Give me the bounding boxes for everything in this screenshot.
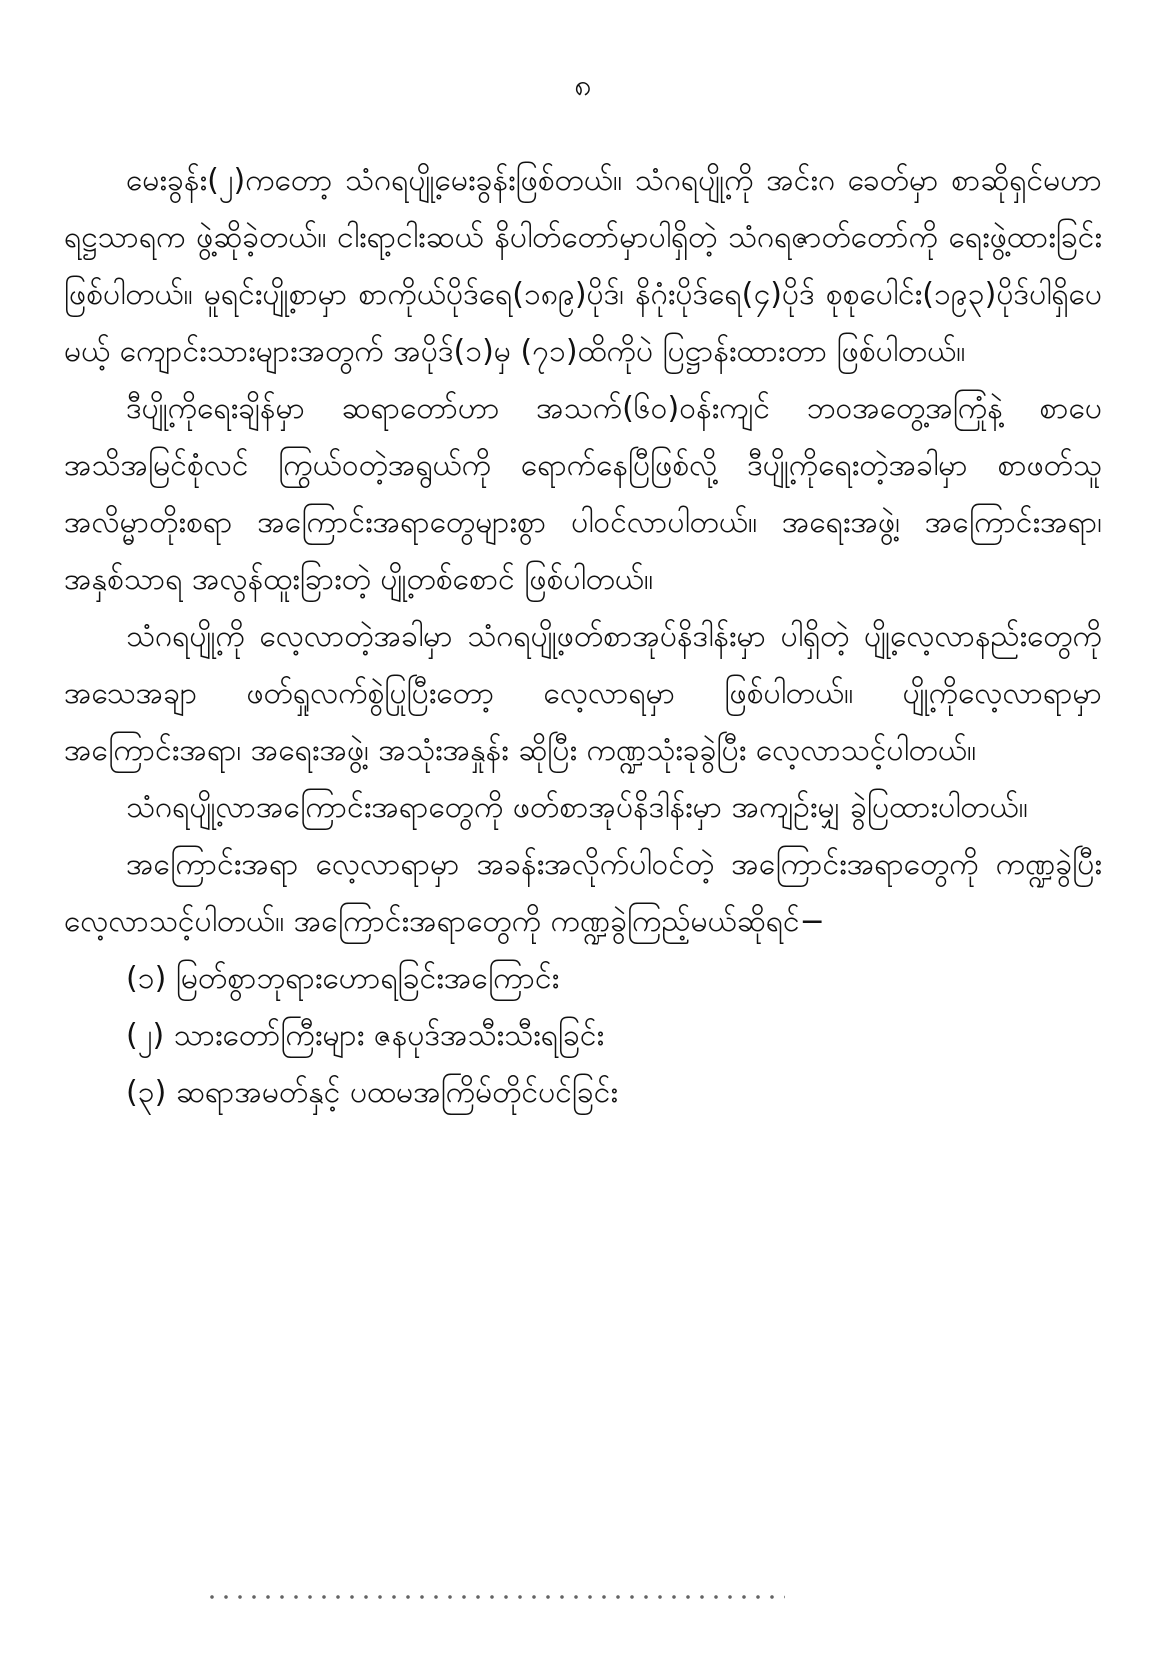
paragraph-5: အကြောင်းအရာ လေ့လာရာမှာ အခန်းအလိုက်ပါဝင်တဲ့ အကြောင်းအရာတွေကို ကဏ္ဍခွဲပြီး လေ့လာသင့်ပါတယ်။ အကြောင်းအရာတွေကို ကဏ္ဍခွဲကြည့်မယ်ဆိုရင်− — [64, 847, 1102, 939]
paragraph-4: သံဂရပျို့လာအကြောင်းအရာတွေကို ဖတ်စာအုပ်နိဒါန်းမှာ အကျဉ်းမျှ ခွဲပြထားပါတယ်။ — [126, 790, 1028, 825]
cropped-text-line — [205, 1592, 785, 1602]
list-item: (၂) သားတော်ကြီးများ ဇနပုဒ်အသီးသီးရခြင်း — [126, 1018, 605, 1053]
page-number: ၈ — [574, 68, 592, 103]
list-item: (၃) ဆရာအမတ်နှင့် ပထမအကြိမ်တိုင်ပင်ခြင်း — [126, 1075, 619, 1110]
paragraph-3: သံဂရပျို့ကို လေ့လာတဲ့အခါမှာ သံဂရပျို့ဖတ်စာအုပ်နိဒါန်းမှာ ပါရှိတဲ့ ပျို့လေ့လာနည်းတွေကို အသေအချာ ဖတ်ရှုလက်စွဲပြုပြီးတော့ လေ့လာရမှာ ဖြစ်ပါတယ်။ ပျို့ကိုလေ့လာရာမှာ အကြောင်းအရာ၊ အရေးအဖွဲ့၊ အသုံးအနှုန်း ဆိုပြီး ကဏ္ဍသုံးခုခွဲပြီး လေ့လာသင့်ပါတယ်။ — [64, 619, 1102, 768]
body-text — [64, 152, 1102, 1121]
content-list — [64, 950, 1102, 1121]
list-item: (၁) မြတ်စွာဘုရားဟောရခြင်းအကြောင်း — [126, 961, 560, 996]
paragraph-2: ဒီပျို့ကိုရေးချိန်မှာ ဆရာတော်ဟာ အသက်(၆၀)ဝန်းကျင် ဘဝအတွေ့အကြုံနဲ့ စာပေအသိအမြင်စုံလင် ကြွယ်ဝတဲ့အရွယ်ကို ရောက်နေပြီဖြစ်လို့ ဒီပျို့ကိုရေးတဲ့အခါမှာ စာဖတ်သူအလိမ္မာတိုးစရာ အကြောင်းအရာတွေများစွာ ပါဝင်လာပါတယ်။ အရေးအဖွဲ့၊ အကြောင်းအရာ၊ အနှစ်သာရ အလွန်ထူးခြားတဲ့ ပျို့တစ်စောင် ဖြစ်ပါတယ်။ — [64, 391, 1102, 597]
paragraph-1: မေးခွန်း(၂)ကတော့ သံဂရပျို့မေးခွန်းဖြစ်တယ်။ သံဂရပျို့ကို အင်းဂ ခေတ်မှာ စာဆိုရှင်မဟာရဋ္ဌသာရက ဖွဲ့ဆိုခဲ့တယ်။ ငါးရာ့ငါးဆယ် နိပါတ်တော်မှာပါရှိတဲ့ သံဂရဇာတ်တော်ကို ရေးဖွဲ့ထားခြင်း ဖြစ်ပါတယ်။ မူရင်းပျို့စာမှာ စာကိုယ်ပိုဒ်ရေ(၁၈၉)ပိုဒ်၊ နိဂုံးပိုဒ်ရေ(၄)ပိုဒ် စုစုပေါင်း(၁၉၃)ပိုဒ်ပါရှိပေမယ့် ကျောင်းသားများအတွက် အပိုဒ်(၁)မှ (၇၁)ထိကိုပဲ ပြဋ္ဌာန်းထားတာ ဖြစ်ပါတယ်။ — [64, 163, 1102, 369]
